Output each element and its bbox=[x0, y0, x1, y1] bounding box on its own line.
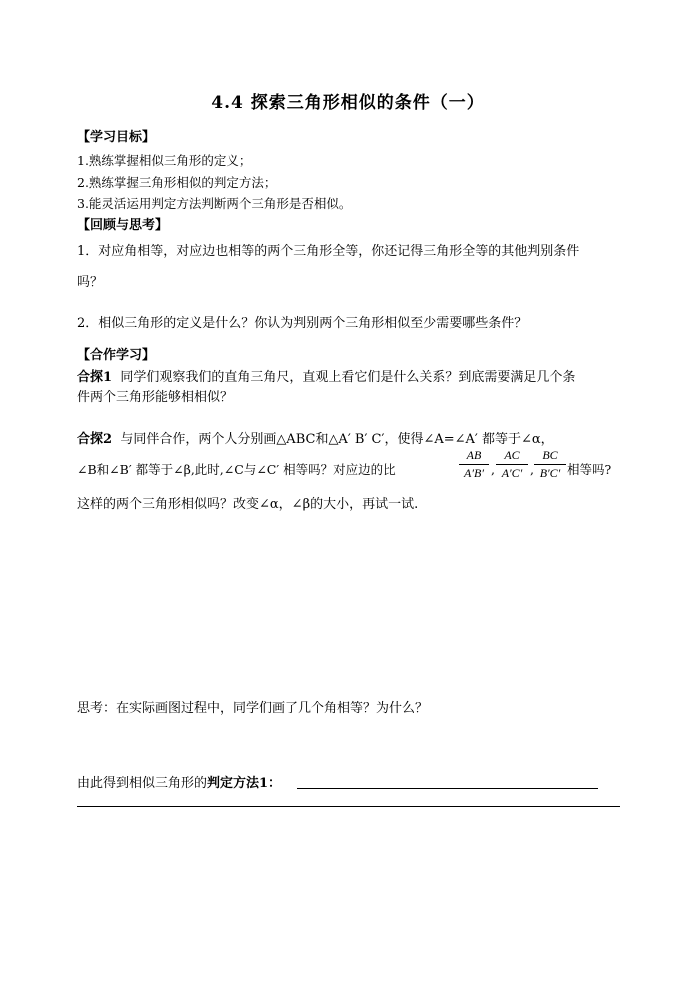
method-answer-line[interactable] bbox=[297, 788, 598, 789]
task-2-text: 与同伴合作，两个人分别画△ABC和△A′ B′ C′，使得∠A=∠A′ 都等于∠α， bbox=[120, 432, 554, 447]
task-2-label: 合探2 bbox=[77, 432, 113, 447]
fraction-bc-numerator: BC bbox=[542, 448, 558, 462]
method-statement bbox=[77, 772, 281, 791]
method-label: 判定方法1： bbox=[207, 776, 282, 791]
goal-item-2: 2.熟练掌握三角形相似的判定方法； bbox=[77, 175, 277, 190]
page-title: 4.4 探索三角形相似的条件（一） bbox=[211, 93, 485, 113]
fraction-ac-bar bbox=[496, 464, 528, 465]
fraction-bc-bar bbox=[534, 464, 566, 465]
fraction-ab-bar bbox=[459, 464, 489, 465]
fraction-ab-denominator: A′B′ bbox=[464, 466, 484, 480]
task-1-text: 同学们观察我们的直角三角尺，直观上看它们是什么关系？到底需要满足几个条 bbox=[120, 370, 576, 385]
review-question-2: 2．相似三角形的定义是什么？你认为判别两个三角形相似至少需要哪些条件？ bbox=[77, 316, 528, 331]
fraction-ab bbox=[459, 448, 489, 481]
coop-heading: 【合作学习】 bbox=[77, 348, 156, 363]
review-heading: 【回顾与思考】 bbox=[77, 218, 169, 233]
fraction-ac bbox=[496, 448, 528, 481]
goal-item-3: 3.能灵活运用判定方法判断两个三角形是否相似。 bbox=[77, 196, 352, 211]
fraction-bc-denominator: B′C′ bbox=[539, 466, 561, 480]
review-question-1-line-2: 吗？ bbox=[77, 275, 104, 290]
task-1-line-1 bbox=[77, 366, 575, 385]
task-2-line-2-post: 相等吗? bbox=[567, 462, 612, 477]
task-2-line-3: 这样的两个三角形相似吗？改变∠α，∠β的大小，再试一试. bbox=[77, 497, 419, 512]
task-2-line-1 bbox=[77, 428, 554, 447]
task-1-label: 合探1 bbox=[77, 370, 113, 385]
task-1-line-2: 件两个三角形能够相相似？ bbox=[77, 390, 234, 405]
task-2-line-2-pre: ∠B和∠B′ 都等于∠β,此时,∠C与∠C′ 相等吗？对应边的比 bbox=[77, 462, 396, 477]
fraction-separator-1: , bbox=[491, 462, 495, 477]
goals-heading: 【学习目标】 bbox=[77, 130, 156, 145]
fraction-ac-denominator: A′C′ bbox=[501, 466, 523, 480]
fraction-ab-numerator: AB bbox=[466, 448, 482, 462]
fraction-bc bbox=[534, 448, 566, 481]
fraction-ac-numerator: AC bbox=[504, 448, 520, 462]
method-answer-line-2[interactable] bbox=[77, 806, 620, 807]
review-question-1-line-1: 1．对应角相等，对应边也相等的两个三角形全等，你还记得三角形全等的其他判别条件 bbox=[77, 244, 580, 259]
think-question: 思考：在实际画图过程中，同学们画了几个角相等？为什么？ bbox=[77, 701, 429, 716]
method-prefix: 由此得到相似三角形的 bbox=[77, 776, 208, 791]
fraction-separator-2: , bbox=[530, 462, 534, 477]
goal-item-1: 1.熟练掌握相似三角形的定义； bbox=[77, 153, 252, 168]
